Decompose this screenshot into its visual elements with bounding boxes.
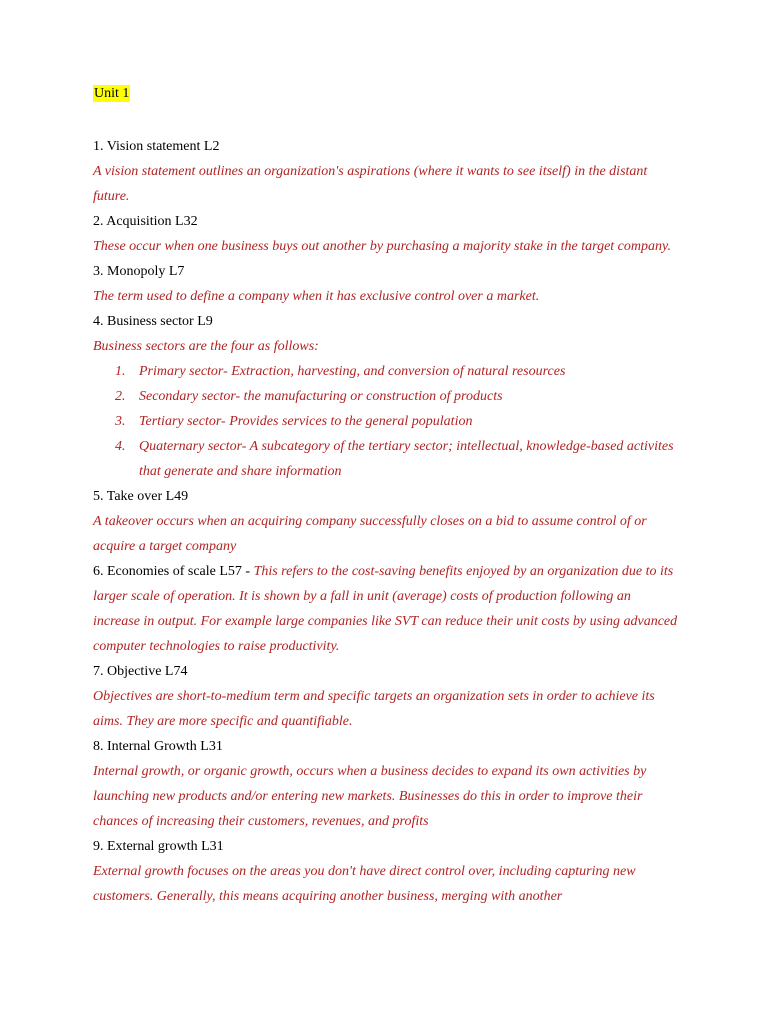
entry-definition: Business sectors are the four as follows: bbox=[93, 339, 319, 354]
entry-monopoly bbox=[93, 259, 678, 309]
entries-list bbox=[93, 134, 678, 909]
sector-item-quaternary bbox=[93, 434, 678, 484]
entry-term: 4. Business sector L9 bbox=[93, 314, 213, 329]
sector-item-secondary bbox=[93, 384, 678, 409]
sector-number: 2. bbox=[115, 389, 126, 404]
sector-number: 3. bbox=[115, 414, 126, 429]
sector-list bbox=[93, 359, 678, 484]
entry-definition: A vision statement outlines an organization's aspirations (where it wants to see itself) in the distant future. bbox=[93, 164, 648, 204]
entry-economies-of-scale bbox=[93, 559, 678, 659]
unit-title: Unit 1 bbox=[94, 86, 130, 101]
entry-definition: External growth focuses on the areas you don't have direct control over, including capturing new customers. Generally, this means acquiring another business, merging with another bbox=[93, 864, 636, 904]
entry-internal-growth bbox=[93, 734, 678, 834]
sector-text: Tertiary sector- Provides services to the general population bbox=[139, 414, 473, 429]
sector-number: 1. bbox=[115, 364, 126, 379]
sector-item-primary bbox=[93, 359, 678, 384]
sector-item-tertiary bbox=[93, 409, 678, 434]
entry-term: 2. Acquisition L32 bbox=[93, 214, 198, 229]
entry-term: 3. Monopoly L7 bbox=[93, 264, 185, 279]
entry-definition: These occur when one business buys out another by purchasing a majority stake in the target company. bbox=[93, 239, 671, 254]
entry-definition: Internal growth, or organic growth, occurs when a business decides to expand its own activities by launching new products and/or entering new markets. Businesses do this in order to improve their chances of increasing their customers, revenues, and profits bbox=[93, 764, 647, 829]
entry-term: 1. Vision statement L2 bbox=[93, 139, 220, 154]
entry-business-sector bbox=[93, 309, 678, 484]
entry-term: 5. Take over L49 bbox=[93, 489, 189, 504]
entry-definition: This refers to the cost-saving benefits enjoyed by an organization due to its larger scale of operation. It is shown by a fall in unit (average) costs of production following an increase in output. For example large companies like SVT can reduce their unit costs by using advanced computer technologies to raise productivity. bbox=[93, 564, 678, 654]
entry-term: 7. Objective L74 bbox=[93, 664, 188, 679]
entry-acquisition bbox=[93, 209, 678, 259]
sector-text: Quaternary sector- A subcategory of the tertiary sector; intellectual, knowledge-based activites that generate and share information bbox=[139, 439, 674, 479]
entry-definition: The term used to define a company when it has exclusive control over a market. bbox=[93, 289, 540, 304]
entry-definition: Objectives are short-to-medium term and specific targets an organization sets in order to achieve its aims. They are more specific and quantifiable. bbox=[93, 689, 655, 729]
entry-term: 9. External growth L31 bbox=[93, 839, 224, 854]
entry-take-over bbox=[93, 484, 678, 559]
sector-text: Secondary sector- the manufacturing or construction of products bbox=[139, 389, 503, 404]
entry-term: 8. Internal Growth L31 bbox=[93, 739, 223, 754]
entry-objective bbox=[93, 659, 678, 734]
sector-number: 4. bbox=[115, 439, 126, 454]
sector-text: Primary sector- Extraction, harvesting, and conversion of natural resources bbox=[139, 364, 566, 379]
entry-term: 6. Economies of scale L57 - bbox=[93, 564, 254, 579]
entry-vision-statement bbox=[93, 134, 678, 209]
entry-external-growth bbox=[93, 834, 678, 909]
entry-definition: A takeover occurs when an acquiring company successfully closes on a bid to assume control of or acquire a target company bbox=[93, 514, 647, 554]
